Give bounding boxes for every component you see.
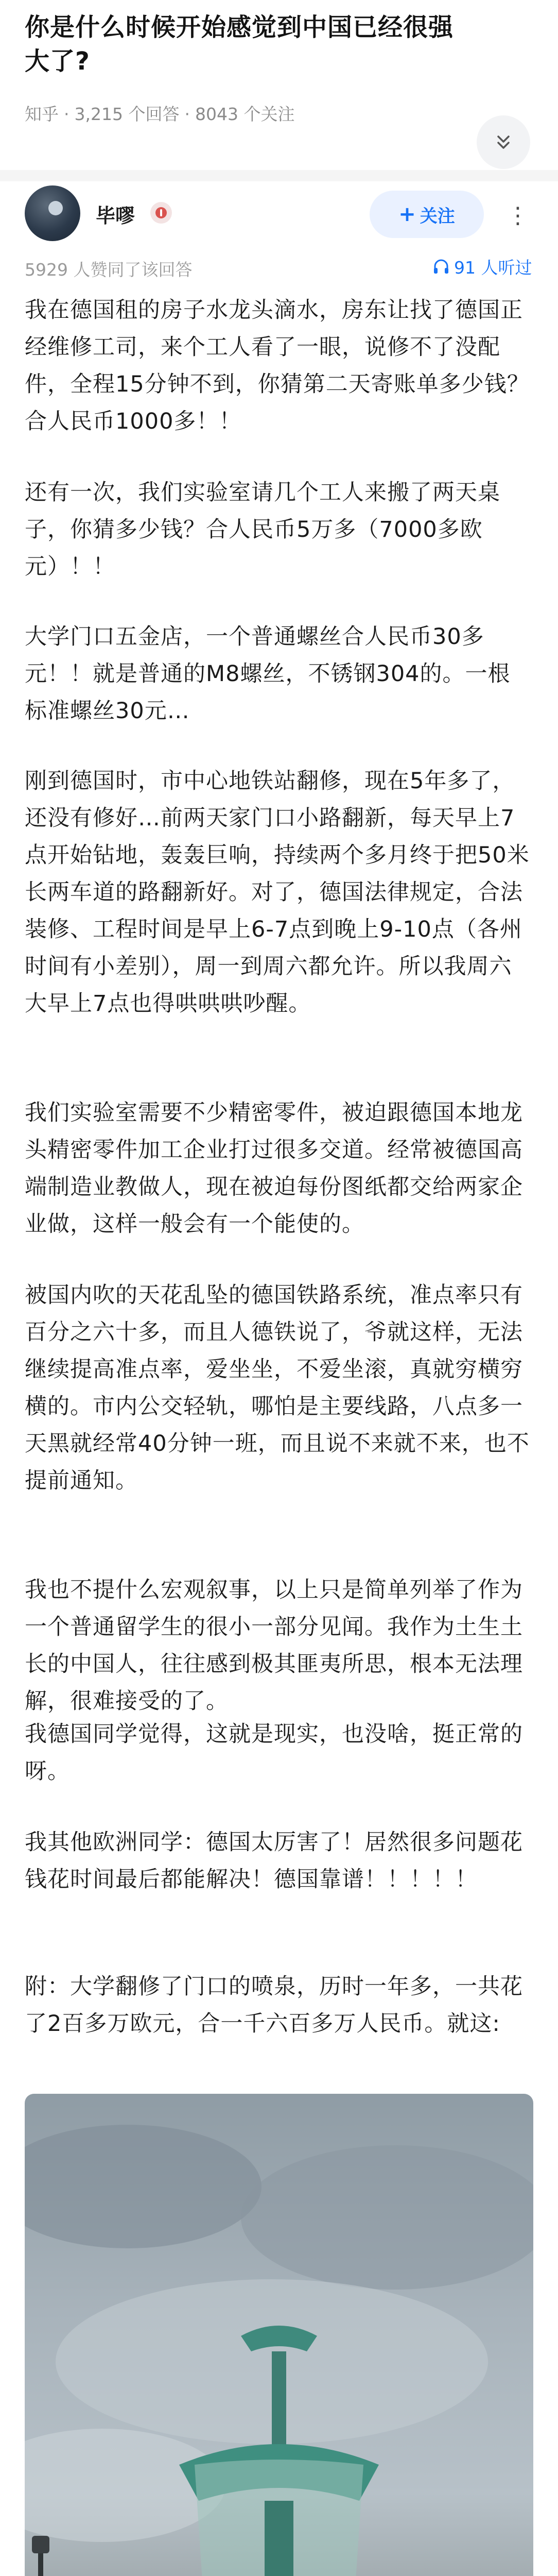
- collapse-button[interactable]: [477, 115, 530, 169]
- paragraph: 我在德国租的房子水龙头滴水，房东让找了德国正经维修工司，来个工人看了一眼，说修不了没配件，全程15分钟不到，你猜第二天寄账单多少钱？合人民币1000多！！: [25, 297, 530, 434]
- paragraph: 附：大学翻修了门口的喷泉，历时一年多，一共花了2百多万欧元，合一千六百多万人民币。就这:: [25, 1974, 523, 2037]
- paragraph: 我其他欧洲同学：德国太厉害了！居然很多问题花钱花时间最后都能解决！德国靠谱！！！！！: [25, 1829, 523, 1892]
- headphones-icon: [432, 258, 450, 276]
- author-name[interactable]: 毕嘐: [96, 205, 135, 227]
- more-button[interactable]: [497, 195, 538, 236]
- paragraph: 被国内吹的天花乱坠的德国铁路系统，准点率只有百分之六十多，而且人德铁说了，爷就这样，无法继续提高准点率，爱坐坐，不爱坐滚，真就穷横穷横的。市内公交轻轨，哪怕是主要线路，八点多一天黑就经常40分钟一班，而且说不来就不来，也不提前通知。: [25, 1282, 530, 1494]
- listen-count: 91 人听过: [454, 258, 532, 278]
- upvote-stats: 5929 人赞同了该回答: [25, 260, 193, 280]
- badge-icon: [150, 202, 172, 224]
- paragraph: 我也不提什么宏观叙事，以上只是简单列举了作为一个普通留学生的很小一部分见闻。我作为土生土长的中国人，往往感到极其匪夷所思，根本无法理解，很难接受的了。: [25, 1577, 523, 1714]
- question-title[interactable]: 你是什么时候开始感觉到中国已经很强大了?: [25, 13, 454, 76]
- answer-count[interactable]: 3,215 个回答: [74, 104, 180, 124]
- source-label: 知乎: [25, 104, 59, 124]
- follow-button[interactable]: [370, 191, 484, 238]
- question-meta: 知乎 · 3,215 个回答 · 8043 个关注: [25, 104, 295, 124]
- plus-icon: +: [398, 202, 416, 226]
- follow-label: 关注: [420, 206, 455, 227]
- section-divider: [0, 170, 558, 181]
- chevron-double-down-icon: [493, 132, 514, 152]
- more-icon: ⋮: [507, 202, 529, 229]
- paragraph: 我德国同学觉得，这就是现实，也没啥，挺正常的呀。: [25, 1721, 523, 1784]
- paragraph: 我们实验室需要不少精密零件，被迫跟德国本地龙头精密零件加工企业打过很多交道。经常被德国高端制造业教做人，现在被迫每份图纸都交给两家企业做，这样一般会有一个能使的。: [25, 1100, 523, 1237]
- follower-count: 8043 个关注: [195, 104, 295, 124]
- avatar[interactable]: [25, 185, 80, 241]
- paragraph: 还有一次，我们实验室请几个工人来搬了两天桌子，你猜多少钱？合人民币5万多（7000多欧元）！！: [25, 480, 500, 580]
- paragraph: 刚到德国时，市中心地铁站翻修，现在5年多了，还没有修好…前两天家门口小路翻新，每天早上7点开始钻地，轰轰巨响，持续两个多月终于把50米长两车道的路翻新好。对了，德国法律规定，合法装修、工程时间是早上6-7点到晚上9-10点（各州时间有小差别），周一到周六都允许。所以我周六大早上7点也得哄哄哄吵醒。: [25, 768, 530, 1016]
- paragraph: 大学门口五金店，一个普通螺丝合人民币30多元！！就是普通的M8螺丝，不锈钢304的。一根标准螺丝30元…: [25, 624, 511, 724]
- listen-button[interactable]: [432, 255, 532, 279]
- fountain-photo[interactable]: [25, 2094, 533, 2576]
